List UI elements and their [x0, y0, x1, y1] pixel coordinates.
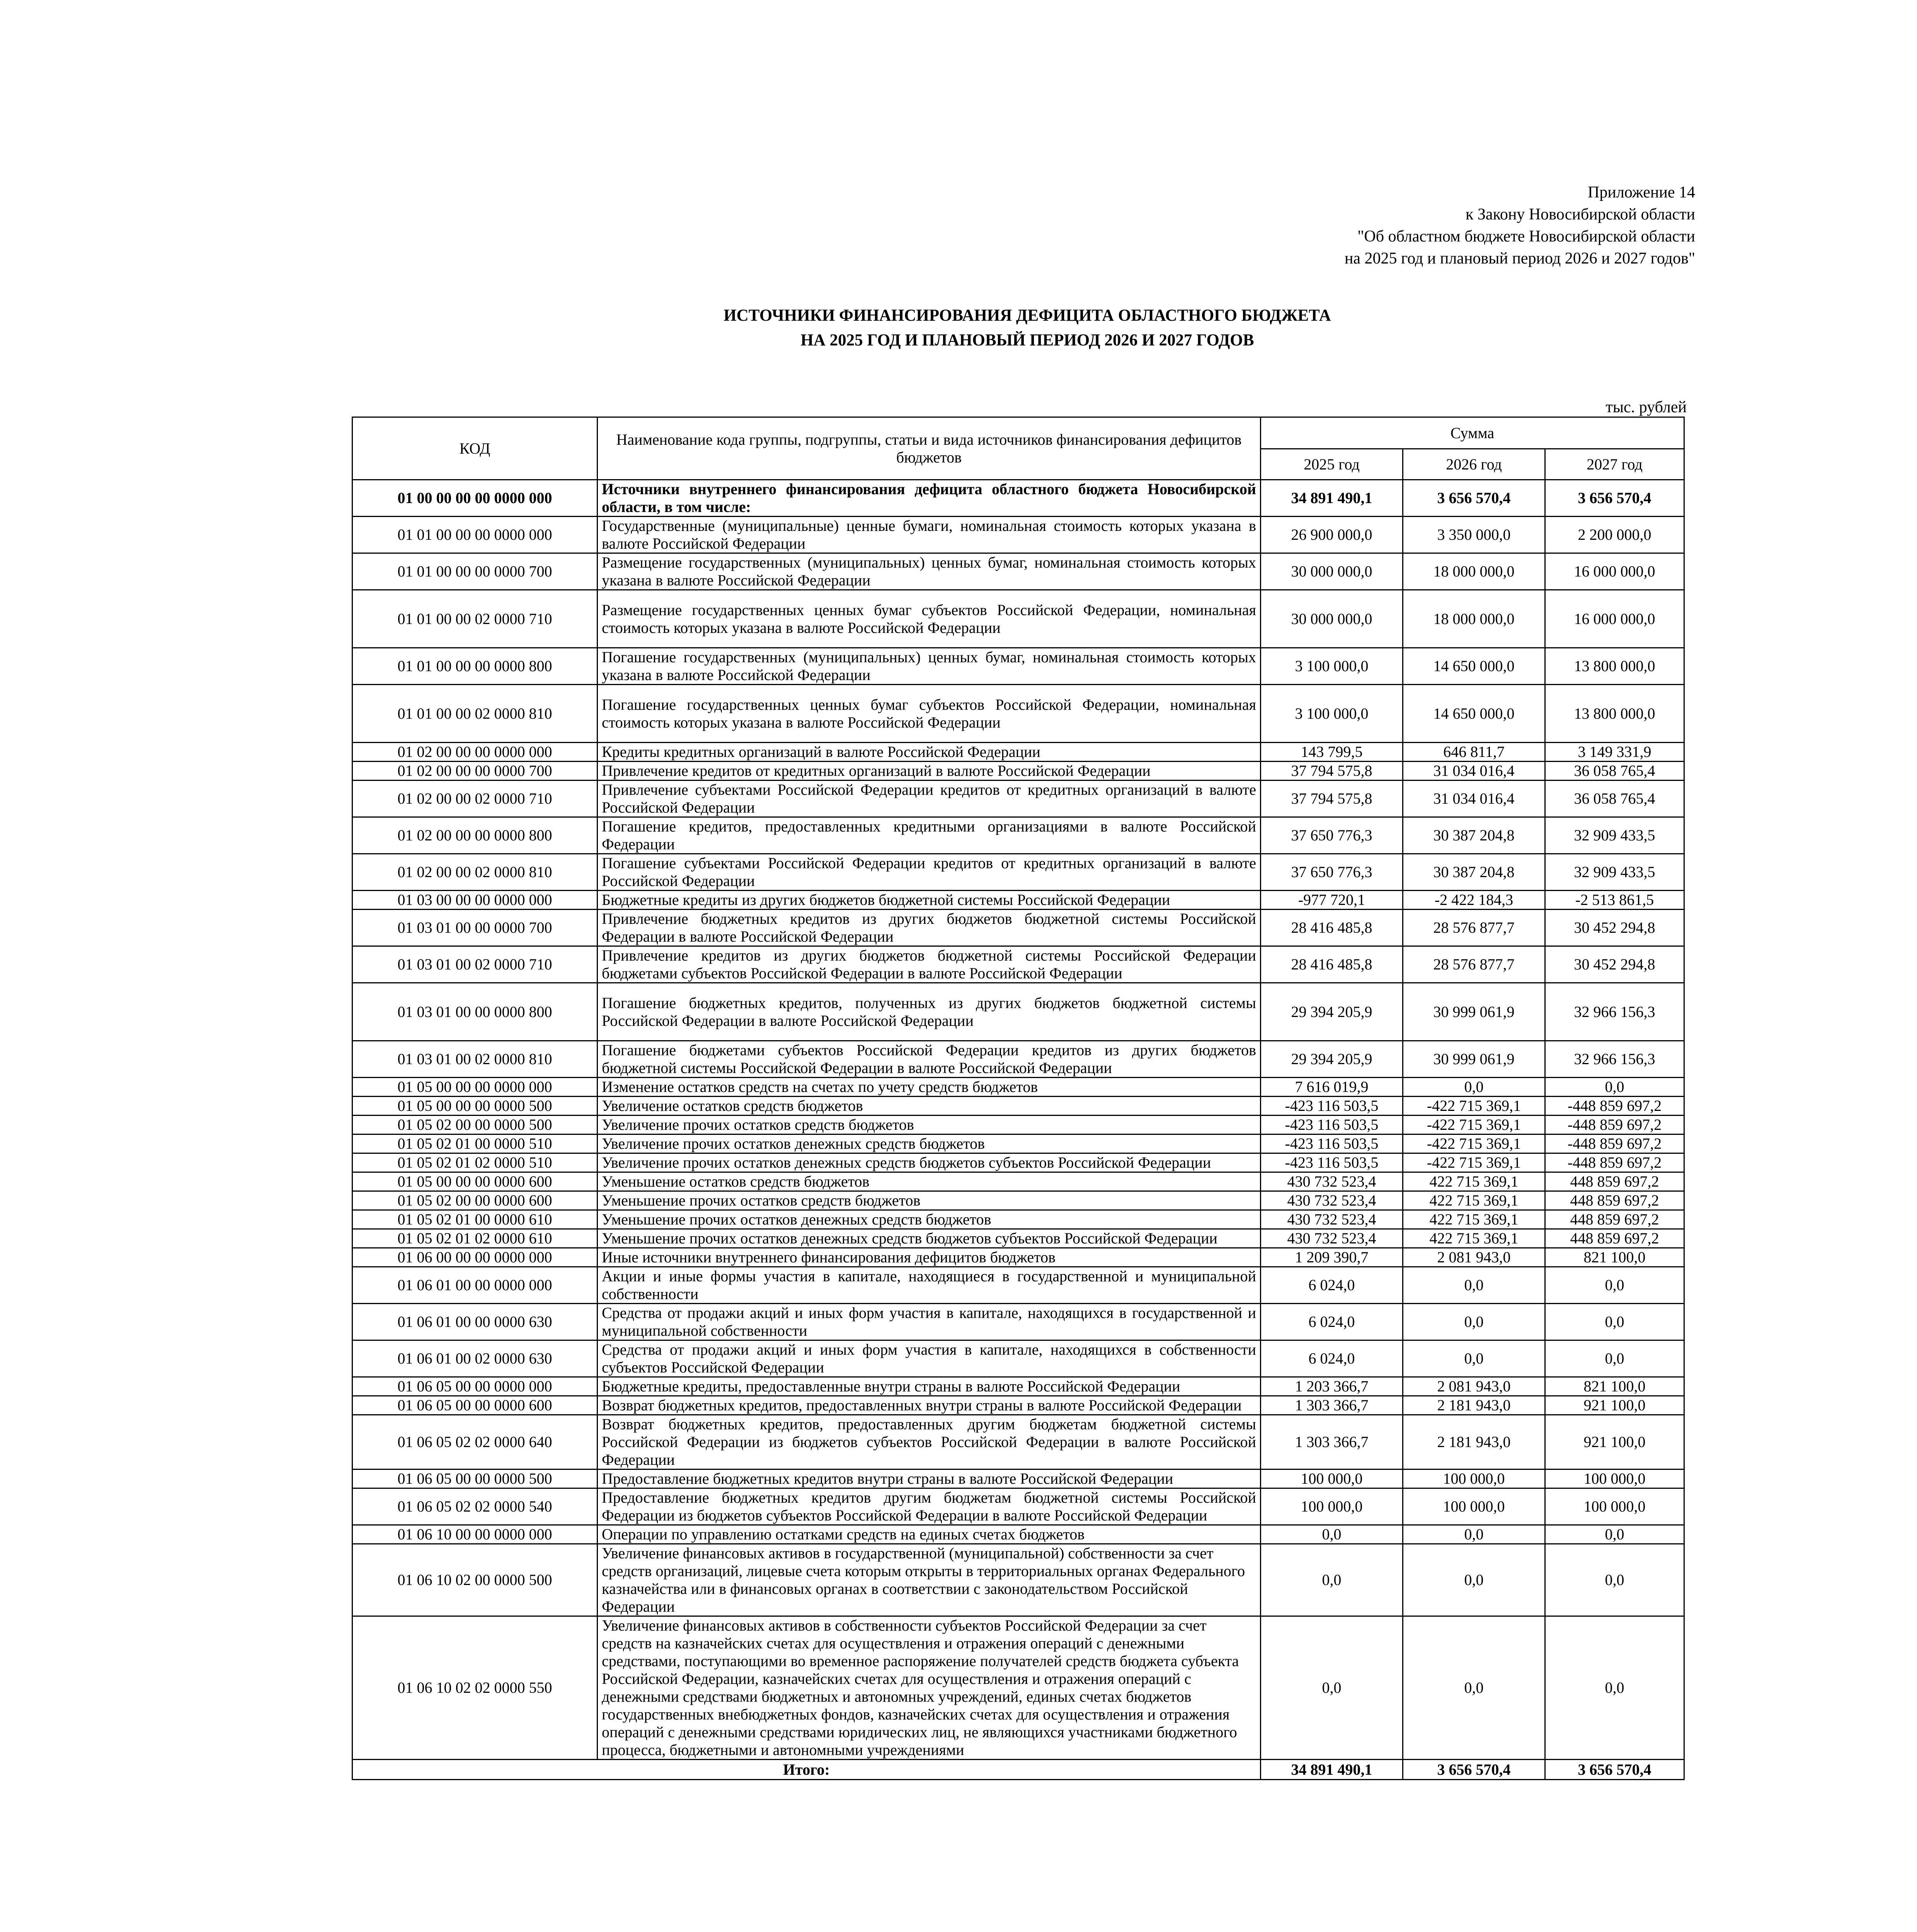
- row-name: Предоставление бюджетных кредитов другим бюджетам бюджетной системы Российской Федерации из бюджетов субъектов Российской Федерации в валюте Российской Федерации: [598, 1488, 1261, 1525]
- row-value-2026: 0,0: [1403, 1525, 1545, 1544]
- row-name: Уменьшение прочих остатков средств бюджетов: [598, 1191, 1261, 1210]
- row-code: 01 05 00 00 00 0000 000: [352, 1078, 598, 1097]
- row-value-2027: 32 909 433,5: [1545, 854, 1684, 891]
- units-label: тыс. рублей: [1605, 398, 1687, 416]
- row-value-2026: 3 350 000,0: [1403, 517, 1545, 553]
- table-row: [352, 1267, 1684, 1304]
- row-code: 01 06 01 00 00 0000 000: [352, 1267, 598, 1304]
- row-value-2026: 30 387 204,8: [1403, 854, 1545, 891]
- row-name: Предоставление бюджетных кредитов внутри страны в валюте Российской Федерации: [598, 1469, 1261, 1488]
- row-code: 01 05 00 00 00 0000 500: [352, 1097, 598, 1116]
- row-value-2027: -448 859 697,2: [1545, 1153, 1684, 1172]
- row-code: 01 03 01 00 00 0000 800: [352, 983, 598, 1041]
- table-body: [352, 480, 1684, 1760]
- row-value-2027: 0,0: [1545, 1525, 1684, 1544]
- table-row: [352, 781, 1684, 817]
- row-value-2026: 100 000,0: [1403, 1469, 1545, 1488]
- title-line-2: НА 2025 ГОД И ПЛАНОВЫЙ ПЕРИОД 2026 И 2027 ГОДОВ: [800, 331, 1254, 349]
- row-name: Увеличение прочих остатков средств бюджетов: [598, 1116, 1261, 1134]
- total-2025: 34 891 490,1: [1261, 1760, 1403, 1780]
- row-name: Увеличение прочих остатков денежных средств бюджетов субъектов Российской Федерации: [598, 1153, 1261, 1172]
- table-row: [352, 1415, 1684, 1469]
- row-name: Источники внутреннего финансирования дефицита областного бюджета Новосибирской области, в том числе:: [598, 480, 1261, 517]
- row-name: Возврат бюджетных кредитов, предоставленных другим бюджетам бюджетной системы Российской Федерации из бюджетов субъектов Российской Федерации в валюте Российской Федерации: [598, 1415, 1261, 1469]
- row-value-2026: 0,0: [1403, 1340, 1545, 1377]
- row-value-2027: 36 058 765,4: [1545, 762, 1684, 781]
- row-code: 01 05 02 00 00 0000 600: [352, 1191, 598, 1210]
- row-code: 01 02 00 00 00 0000 700: [352, 762, 598, 781]
- row-name: Иные источники внутреннего финансирования дефицитов бюджетов: [598, 1248, 1261, 1267]
- row-value-2026: 30 999 061,9: [1403, 1041, 1545, 1078]
- header-2025: 2025 год: [1261, 449, 1403, 480]
- row-value-2026: 422 715 369,1: [1403, 1172, 1545, 1191]
- table-row: [352, 983, 1684, 1041]
- table-row: [352, 854, 1684, 891]
- row-name: Привлечение кредитов от кредитных организаций в валюте Российской Федерации: [598, 762, 1261, 781]
- row-name: Погашение бюджетами субъектов Российской Федерации кредитов из других бюджетов бюджетной системы Российской Федерации в валюте Российской Федерации: [598, 1041, 1261, 1078]
- total-2027: 3 656 570,4: [1545, 1760, 1684, 1780]
- row-value-2026: 2 081 943,0: [1403, 1377, 1545, 1396]
- row-value-2026: 14 650 000,0: [1403, 685, 1545, 743]
- row-code: 01 06 10 02 02 0000 550: [352, 1616, 598, 1760]
- row-value-2025: 430 732 523,4: [1261, 1210, 1403, 1229]
- row-value-2026: 422 715 369,1: [1403, 1210, 1545, 1229]
- row-name: Уменьшение остатков средств бюджетов: [598, 1172, 1261, 1191]
- row-value-2026: 30 999 061,9: [1403, 983, 1545, 1041]
- row-value-2027: 13 800 000,0: [1545, 685, 1684, 743]
- row-value-2025: 1 303 366,7: [1261, 1415, 1403, 1469]
- row-value-2026: 0,0: [1403, 1544, 1545, 1616]
- row-code: 01 06 10 02 00 0000 500: [352, 1544, 598, 1616]
- table-row: [352, 1304, 1684, 1340]
- row-name: Погашение субъектами Российской Федерации кредитов от кредитных организаций в валюте Российской Федерации: [598, 854, 1261, 891]
- row-value-2025: 29 394 205,9: [1261, 983, 1403, 1041]
- table-row: [352, 1041, 1684, 1078]
- row-value-2026: 2 181 943,0: [1403, 1415, 1545, 1469]
- row-code: 01 06 01 00 00 0000 630: [352, 1304, 598, 1340]
- row-value-2025: 1 209 390,7: [1261, 1248, 1403, 1267]
- row-code: 01 01 00 00 02 0000 810: [352, 685, 598, 743]
- table-row: [352, 891, 1684, 910]
- row-value-2025: 430 732 523,4: [1261, 1172, 1403, 1191]
- row-value-2027: -448 859 697,2: [1545, 1134, 1684, 1153]
- table-row: [352, 1544, 1684, 1616]
- row-value-2025: 3 100 000,0: [1261, 685, 1403, 743]
- row-value-2026: -422 715 369,1: [1403, 1097, 1545, 1116]
- row-value-2026: 28 576 877,7: [1403, 946, 1545, 983]
- row-name: Увеличение прочих остатков денежных средств бюджетов: [598, 1134, 1261, 1153]
- row-value-2026: 3 656 570,4: [1403, 480, 1545, 517]
- row-code: 01 03 01 00 00 0000 700: [352, 910, 598, 946]
- row-value-2027: 32 966 156,3: [1545, 983, 1684, 1041]
- table-row: [352, 590, 1684, 648]
- table-row: [352, 1153, 1684, 1172]
- table-row: [352, 1134, 1684, 1153]
- table-row: [352, 1229, 1684, 1248]
- row-value-2025: 100 000,0: [1261, 1469, 1403, 1488]
- row-value-2025: 1 303 366,7: [1261, 1396, 1403, 1415]
- budget-table: [352, 417, 1685, 1780]
- row-value-2025: 3 100 000,0: [1261, 648, 1403, 685]
- row-name: Уменьшение прочих остатков денежных средств бюджетов: [598, 1210, 1261, 1229]
- row-value-2027: 0,0: [1545, 1616, 1684, 1760]
- row-value-2027: 100 000,0: [1545, 1488, 1684, 1525]
- table-row: [352, 1078, 1684, 1097]
- row-code: 01 06 10 00 00 0000 000: [352, 1525, 598, 1544]
- row-code: 01 06 05 02 02 0000 640: [352, 1415, 598, 1469]
- row-name: Увеличение финансовых активов в собственности субъектов Российской Федерации за счет средств на казначейских счетах для осуществления и отражения операций с денежными средствами, поступающими во временное распоряжение получателей средств бюджета субъекта Российской Федерации, казначейских счетах для осуществления и отражения операций с денежными средствами бюджетных и автономных учреждений, единых счетах бюджетов государственных внебюджетных фондов, казначейских счетах для осуществления и отражения операций с денежными средствами юридических лиц, не являющихся участниками бюджетного процесса, бюджетными и автономными учреждениями: [598, 1616, 1261, 1760]
- row-code: 01 01 00 00 00 0000 800: [352, 648, 598, 685]
- row-name: Погашение государственных (муниципальных) ценных бумаг, номинальная стоимость которых указана в валюте Российской Федерации: [598, 648, 1261, 685]
- appendix-header: [1193, 182, 1695, 270]
- row-name: Кредиты кредитных организаций в валюте Российской Федерации: [598, 743, 1261, 762]
- row-value-2026: -422 715 369,1: [1403, 1134, 1545, 1153]
- row-value-2026: 0,0: [1403, 1078, 1545, 1097]
- header-2026: 2026 год: [1403, 449, 1545, 480]
- row-value-2027: 16 000 000,0: [1545, 553, 1684, 590]
- row-value-2025: 26 900 000,0: [1261, 517, 1403, 553]
- row-value-2025: -423 116 503,5: [1261, 1153, 1403, 1172]
- row-name: Погашение кредитов, предоставленных кредитными организациями в валюте Российской Федерации: [598, 817, 1261, 854]
- row-value-2027: 821 100,0: [1545, 1377, 1684, 1396]
- row-name: Средства от продажи акций и иных форм участия в капитале, находящихся в собственности субъектов Российской Федерации: [598, 1340, 1261, 1377]
- appendix-line-1: Приложение 14: [1588, 184, 1695, 201]
- row-value-2027: 100 000,0: [1545, 1469, 1684, 1488]
- row-value-2027: 13 800 000,0: [1545, 648, 1684, 685]
- row-value-2027: 0,0: [1545, 1304, 1684, 1340]
- total-row: [352, 1760, 1684, 1780]
- row-value-2027: 448 859 697,2: [1545, 1191, 1684, 1210]
- row-value-2027: -448 859 697,2: [1545, 1097, 1684, 1116]
- table-row: [352, 480, 1684, 517]
- row-value-2027: 0,0: [1545, 1544, 1684, 1616]
- row-code: 01 03 01 00 02 0000 810: [352, 1041, 598, 1078]
- row-code: 01 05 02 01 00 0000 510: [352, 1134, 598, 1153]
- row-value-2026: 0,0: [1403, 1616, 1545, 1760]
- table-row: [352, 1469, 1684, 1488]
- table-row: [352, 517, 1684, 553]
- table-row: [352, 1248, 1684, 1267]
- row-name: Возврат бюджетных кредитов, предоставленных внутри страны в валюте Российской Федерации: [598, 1396, 1261, 1415]
- row-code: 01 06 00 00 00 0000 000: [352, 1248, 598, 1267]
- table-row: [352, 1172, 1684, 1191]
- row-code: 01 01 00 00 00 0000 700: [352, 553, 598, 590]
- row-value-2027: 36 058 765,4: [1545, 781, 1684, 817]
- table-row: [352, 553, 1684, 590]
- row-value-2025: 1 203 366,7: [1261, 1377, 1403, 1396]
- row-value-2025: 28 416 485,8: [1261, 910, 1403, 946]
- row-value-2025: 30 000 000,0: [1261, 590, 1403, 648]
- row-name: Увеличение остатков средств бюджетов: [598, 1097, 1261, 1116]
- row-value-2026: 28 576 877,7: [1403, 910, 1545, 946]
- table-row: [352, 1097, 1684, 1116]
- row-value-2027: 30 452 294,8: [1545, 910, 1684, 946]
- row-name: Изменение остатков средств на счетах по учету средств бюджетов: [598, 1078, 1261, 1097]
- row-value-2026: -422 715 369,1: [1403, 1153, 1545, 1172]
- row-name: Операции по управлению остатками средств на единых счетах бюджетов: [598, 1525, 1261, 1544]
- row-value-2026: 0,0: [1403, 1304, 1545, 1340]
- row-name: Привлечение бюджетных кредитов из других бюджетов бюджетной системы Российской Федерации в валюте Российской Федерации: [598, 910, 1261, 946]
- row-name: Размещение государственных (муниципальных) ценных бумаг, номинальная стоимость которых указана в валюте Российской Федерации: [598, 553, 1261, 590]
- row-value-2027: -448 859 697,2: [1545, 1116, 1684, 1134]
- row-code: 01 01 00 00 02 0000 710: [352, 590, 598, 648]
- row-name: Размещение государственных ценных бумаг субъектов Российской Федерации, номинальная стоимость которых указана в валюте Российской Федерации: [598, 590, 1261, 648]
- row-code: 01 06 05 00 00 0000 600: [352, 1396, 598, 1415]
- row-value-2027: 0,0: [1545, 1078, 1684, 1097]
- table-row: [352, 648, 1684, 685]
- table-row: [352, 1616, 1684, 1760]
- header-sum: Сумма: [1261, 417, 1684, 449]
- row-value-2027: 3 656 570,4: [1545, 480, 1684, 517]
- total-2026: 3 656 570,4: [1403, 1760, 1545, 1780]
- row-code: 01 06 05 00 00 0000 000: [352, 1377, 598, 1396]
- row-name: Привлечение кредитов из других бюджетов бюджетной системы Российской Федерации бюджетами субъектов Российской Федерации в валюте Российской Федерации: [598, 946, 1261, 983]
- row-value-2027: 921 100,0: [1545, 1396, 1684, 1415]
- row-value-2026: -2 422 184,3: [1403, 891, 1545, 910]
- table-row: [352, 946, 1684, 983]
- row-value-2025: 30 000 000,0: [1261, 553, 1403, 590]
- row-code: 01 02 00 00 00 0000 800: [352, 817, 598, 854]
- row-value-2026: 646 811,7: [1403, 743, 1545, 762]
- row-code: 01 06 01 00 02 0000 630: [352, 1340, 598, 1377]
- row-value-2025: 34 891 490,1: [1261, 480, 1403, 517]
- appendix-line-3: "Об областном бюджете Новосибирской области: [1357, 228, 1695, 245]
- row-value-2027: -2 513 861,5: [1545, 891, 1684, 910]
- row-value-2025: 37 794 575,8: [1261, 762, 1403, 781]
- row-value-2027: 448 859 697,2: [1545, 1172, 1684, 1191]
- table-row: [352, 762, 1684, 781]
- row-value-2026: 31 034 016,4: [1403, 762, 1545, 781]
- row-value-2027: 448 859 697,2: [1545, 1229, 1684, 1248]
- row-code: 01 02 00 00 00 0000 000: [352, 743, 598, 762]
- header-name: Наименование кода группы, подгруппы, статьи и вида источников финансирования дефицитов бюджетов: [598, 417, 1261, 480]
- row-value-2026: 0,0: [1403, 1267, 1545, 1304]
- row-value-2026: -422 715 369,1: [1403, 1116, 1545, 1134]
- table-row: [352, 743, 1684, 762]
- row-value-2025: 6 024,0: [1261, 1267, 1403, 1304]
- row-code: 01 06 05 02 02 0000 540: [352, 1488, 598, 1525]
- document-title: [0, 303, 1917, 353]
- row-code: 01 03 00 00 00 0000 000: [352, 891, 598, 910]
- row-value-2025: -423 116 503,5: [1261, 1134, 1403, 1153]
- row-value-2027: 0,0: [1545, 1340, 1684, 1377]
- table-row: [352, 1525, 1684, 1544]
- header-row-1: [352, 417, 1684, 449]
- row-value-2025: -423 116 503,5: [1261, 1116, 1403, 1134]
- title-line-1: ИСТОЧНИКИ ФИНАНСИРОВАНИЯ ДЕФИЦИТА ОБЛАСТНОГО БЮДЖЕТА: [724, 306, 1331, 325]
- row-value-2025: 37 794 575,8: [1261, 781, 1403, 817]
- row-code: 01 02 00 00 02 0000 810: [352, 854, 598, 891]
- row-name: Погашение государственных ценных бумаг субъектов Российской Федерации, номинальная стоимость которых указана в валюте Российской Федерации: [598, 685, 1261, 743]
- row-code: 01 06 05 00 00 0000 500: [352, 1469, 598, 1488]
- row-code: 01 05 02 01 02 0000 510: [352, 1153, 598, 1172]
- table-row: [352, 1210, 1684, 1229]
- row-value-2025: 100 000,0: [1261, 1488, 1403, 1525]
- row-value-2025: -423 116 503,5: [1261, 1097, 1403, 1116]
- row-code: 01 03 01 00 02 0000 710: [352, 946, 598, 983]
- row-name: Государственные (муниципальные) ценные бумаги, номинальная стоимость которых указана в валюте Российской Федерации: [598, 517, 1261, 553]
- row-value-2025: -977 720,1: [1261, 891, 1403, 910]
- row-name: Бюджетные кредиты из других бюджетов бюджетной системы Российской Федерации: [598, 891, 1261, 910]
- row-code: 01 00 00 00 00 0000 000: [352, 480, 598, 517]
- table-row: [352, 1116, 1684, 1134]
- row-code: 01 05 02 01 02 0000 610: [352, 1229, 598, 1248]
- row-name: Погашение бюджетных кредитов, полученных из других бюджетов бюджетной системы Российской Федерации в валюте Российской Федерации: [598, 983, 1261, 1041]
- row-value-2026: 14 650 000,0: [1403, 648, 1545, 685]
- row-value-2025: 0,0: [1261, 1525, 1403, 1544]
- row-name: Привлечение субъектами Российской Федерации кредитов от кредитных организаций в валюте Российской Федерации: [598, 781, 1261, 817]
- table-row: [352, 910, 1684, 946]
- header-2027: 2027 год: [1545, 449, 1684, 480]
- table-row: [352, 1488, 1684, 1525]
- header-code: КОД: [352, 417, 598, 480]
- row-value-2025: 430 732 523,4: [1261, 1191, 1403, 1210]
- row-value-2027: 32 909 433,5: [1545, 817, 1684, 854]
- row-value-2025: 0,0: [1261, 1616, 1403, 1760]
- table-row: [352, 1396, 1684, 1415]
- row-value-2025: 37 650 776,3: [1261, 817, 1403, 854]
- appendix-line-2: к Закону Новосибирской области: [1465, 206, 1695, 223]
- row-code: 01 01 00 00 00 0000 000: [352, 517, 598, 553]
- row-name: Уменьшение прочих остатков денежных средств бюджетов субъектов Российской Федерации: [598, 1229, 1261, 1248]
- row-value-2026: 2 081 943,0: [1403, 1248, 1545, 1267]
- row-name: Средства от продажи акций и иных форм участия в капитале, находящихся в государственной и муниципальной собственности: [598, 1304, 1261, 1340]
- table-row: [352, 685, 1684, 743]
- row-value-2025: 6 024,0: [1261, 1340, 1403, 1377]
- row-value-2025: 37 650 776,3: [1261, 854, 1403, 891]
- row-value-2027: 3 149 331,9: [1545, 743, 1684, 762]
- row-value-2025: 143 799,5: [1261, 743, 1403, 762]
- table-row: [352, 1377, 1684, 1396]
- row-value-2026: 422 715 369,1: [1403, 1229, 1545, 1248]
- row-name: Акции и иные формы участия в капитале, находящиеся в государственной и муниципальной собственности: [598, 1267, 1261, 1304]
- row-value-2027: 16 000 000,0: [1545, 590, 1684, 648]
- row-code: 01 05 02 01 00 0000 610: [352, 1210, 598, 1229]
- total-label: Итого:: [352, 1760, 1261, 1780]
- row-value-2026: 18 000 000,0: [1403, 590, 1545, 648]
- row-value-2025: 28 416 485,8: [1261, 946, 1403, 983]
- row-value-2027: 2 200 000,0: [1545, 517, 1684, 553]
- row-value-2025: 430 732 523,4: [1261, 1229, 1403, 1248]
- row-value-2027: 821 100,0: [1545, 1248, 1684, 1267]
- row-value-2025: 6 024,0: [1261, 1304, 1403, 1340]
- row-value-2026: 100 000,0: [1403, 1488, 1545, 1525]
- row-code: 01 05 00 00 00 0000 600: [352, 1172, 598, 1191]
- row-value-2027: 32 966 156,3: [1545, 1041, 1684, 1078]
- row-value-2025: 29 394 205,9: [1261, 1041, 1403, 1078]
- table-row: [352, 817, 1684, 854]
- row-name: Бюджетные кредиты, предоставленные внутри страны в валюте Российской Федерации: [598, 1377, 1261, 1396]
- row-value-2027: 921 100,0: [1545, 1415, 1684, 1469]
- row-value-2026: 18 000 000,0: [1403, 553, 1545, 590]
- row-name: Увеличение финансовых активов в государственной (муниципальной) собственности за счет средств организаций, лицевые счета которым открыты в территориальных органах Федерального казначейства или в финансовых органах в соответствии с законодательством Российской Федерации: [598, 1544, 1261, 1616]
- row-value-2025: 0,0: [1261, 1544, 1403, 1616]
- row-value-2026: 422 715 369,1: [1403, 1191, 1545, 1210]
- row-value-2026: 30 387 204,8: [1403, 817, 1545, 854]
- row-value-2026: 31 034 016,4: [1403, 781, 1545, 817]
- row-value-2025: 7 616 019,9: [1261, 1078, 1403, 1097]
- table-row: [352, 1191, 1684, 1210]
- row-code: 01 05 02 00 00 0000 500: [352, 1116, 598, 1134]
- row-value-2026: 2 181 943,0: [1403, 1396, 1545, 1415]
- table-row: [352, 1340, 1684, 1377]
- row-value-2027: 0,0: [1545, 1267, 1684, 1304]
- row-value-2027: 30 452 294,8: [1545, 946, 1684, 983]
- row-code: 01 02 00 00 02 0000 710: [352, 781, 598, 817]
- appendix-line-4: на 2025 год и плановый период 2026 и 2027 годов": [1344, 250, 1695, 267]
- row-value-2027: 448 859 697,2: [1545, 1210, 1684, 1229]
